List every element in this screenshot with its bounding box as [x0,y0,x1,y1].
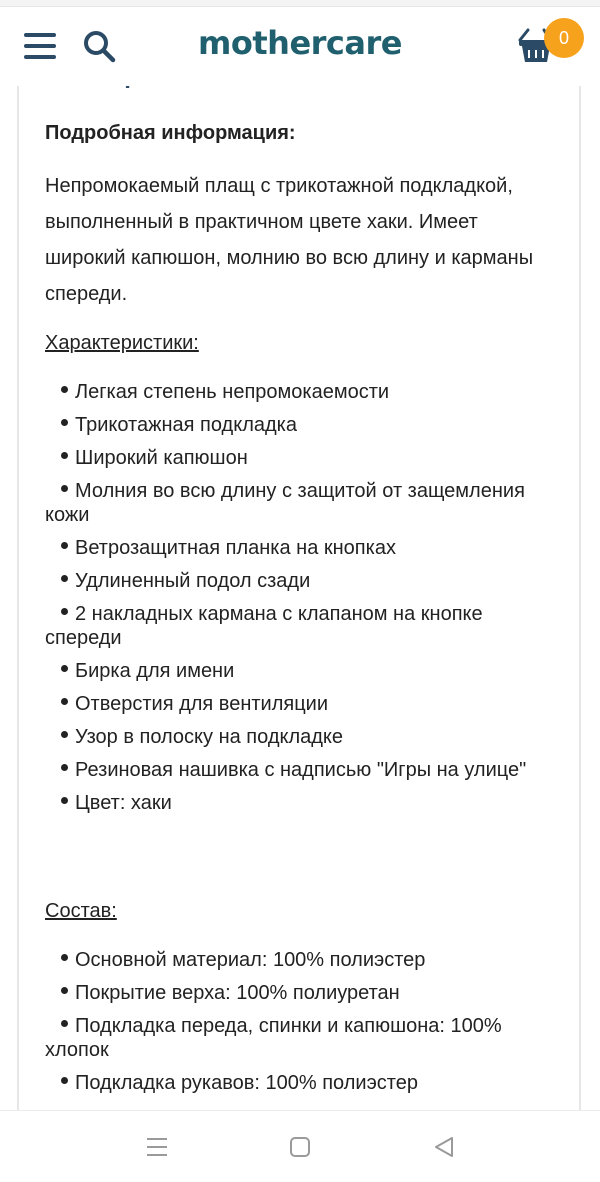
list-item: Трикотажная подкладка [45,413,545,437]
mothercare-logo[interactable]: mothercare [198,24,402,62]
composition-heading: Состав: [45,900,117,922]
status-bar-strip [0,0,600,7]
bullet-icon [45,692,75,716]
list-item: Молния во всю длину с защитой от защемления кожи [45,480,525,526]
bullet-icon [45,380,75,404]
hamburger-menu-icon[interactable] [24,33,56,59]
list-item: Легкая степень непромокаемости [45,380,545,404]
list-item: Резиновая нашивка с надписью "Игры на улице" [45,758,545,782]
list-item: Подкладка рукавов: 100% полиэстер [45,1071,545,1095]
composition-list [45,948,545,1104]
list-item: Удлиненный подол сзади [45,569,545,593]
list-item: Узор в полоску на подкладке [45,725,545,749]
bullet-icon [45,758,75,782]
search-icon[interactable] [82,29,116,63]
bullet-icon [45,659,75,683]
bullet-icon [45,602,75,626]
details-heading: Подробная информация: [45,122,296,144]
bullet-icon [45,791,75,815]
list-item: Цвет: хаки [45,791,545,815]
site-header [0,0,600,86]
bullet-icon [45,1071,75,1095]
bullet-icon [45,948,75,972]
list-item: Покрытие верха: 100% полиуретан [45,981,545,1005]
features-list [45,380,545,824]
bullet-icon [45,446,75,470]
list-item: Подкладка переда, спинки и капюшона: 100% хлопок [45,1015,502,1061]
recents-icon[interactable] [143,1133,171,1161]
product-details-panel [17,70,581,1140]
bullet-icon [45,413,75,437]
list-item: Широкий капюшон [45,446,545,470]
list-item: Основной материал: 100% полиэстер [45,948,545,972]
list-item: Отверстия для вентиляции [45,692,545,716]
cart-count-badge[interactable]: 0 [544,18,584,58]
system-navigation-bar [0,1110,600,1182]
bullet-icon [45,981,75,1005]
bullet-icon [45,569,75,593]
back-icon[interactable] [430,1133,458,1161]
bullet-icon [45,725,75,749]
list-item: Бирка для имени [45,659,545,683]
home-icon[interactable] [286,1133,314,1161]
list-item: Ветрозащитная планка на кнопках [45,536,545,560]
bullet-icon [45,1014,75,1038]
bullet-icon [45,479,75,503]
bullet-icon [45,536,75,560]
product-description: Непромокаемый плащ с трикотажной подкладкой, выполненный в практичном цвете хаки. Имеет широкий капюшон, молнию во всю длину и карманы спереди. [45,175,534,305]
features-heading: Характеристики: [45,332,199,354]
list-item: 2 накладных кармана с клапаном на кнопке спереди [45,603,483,649]
